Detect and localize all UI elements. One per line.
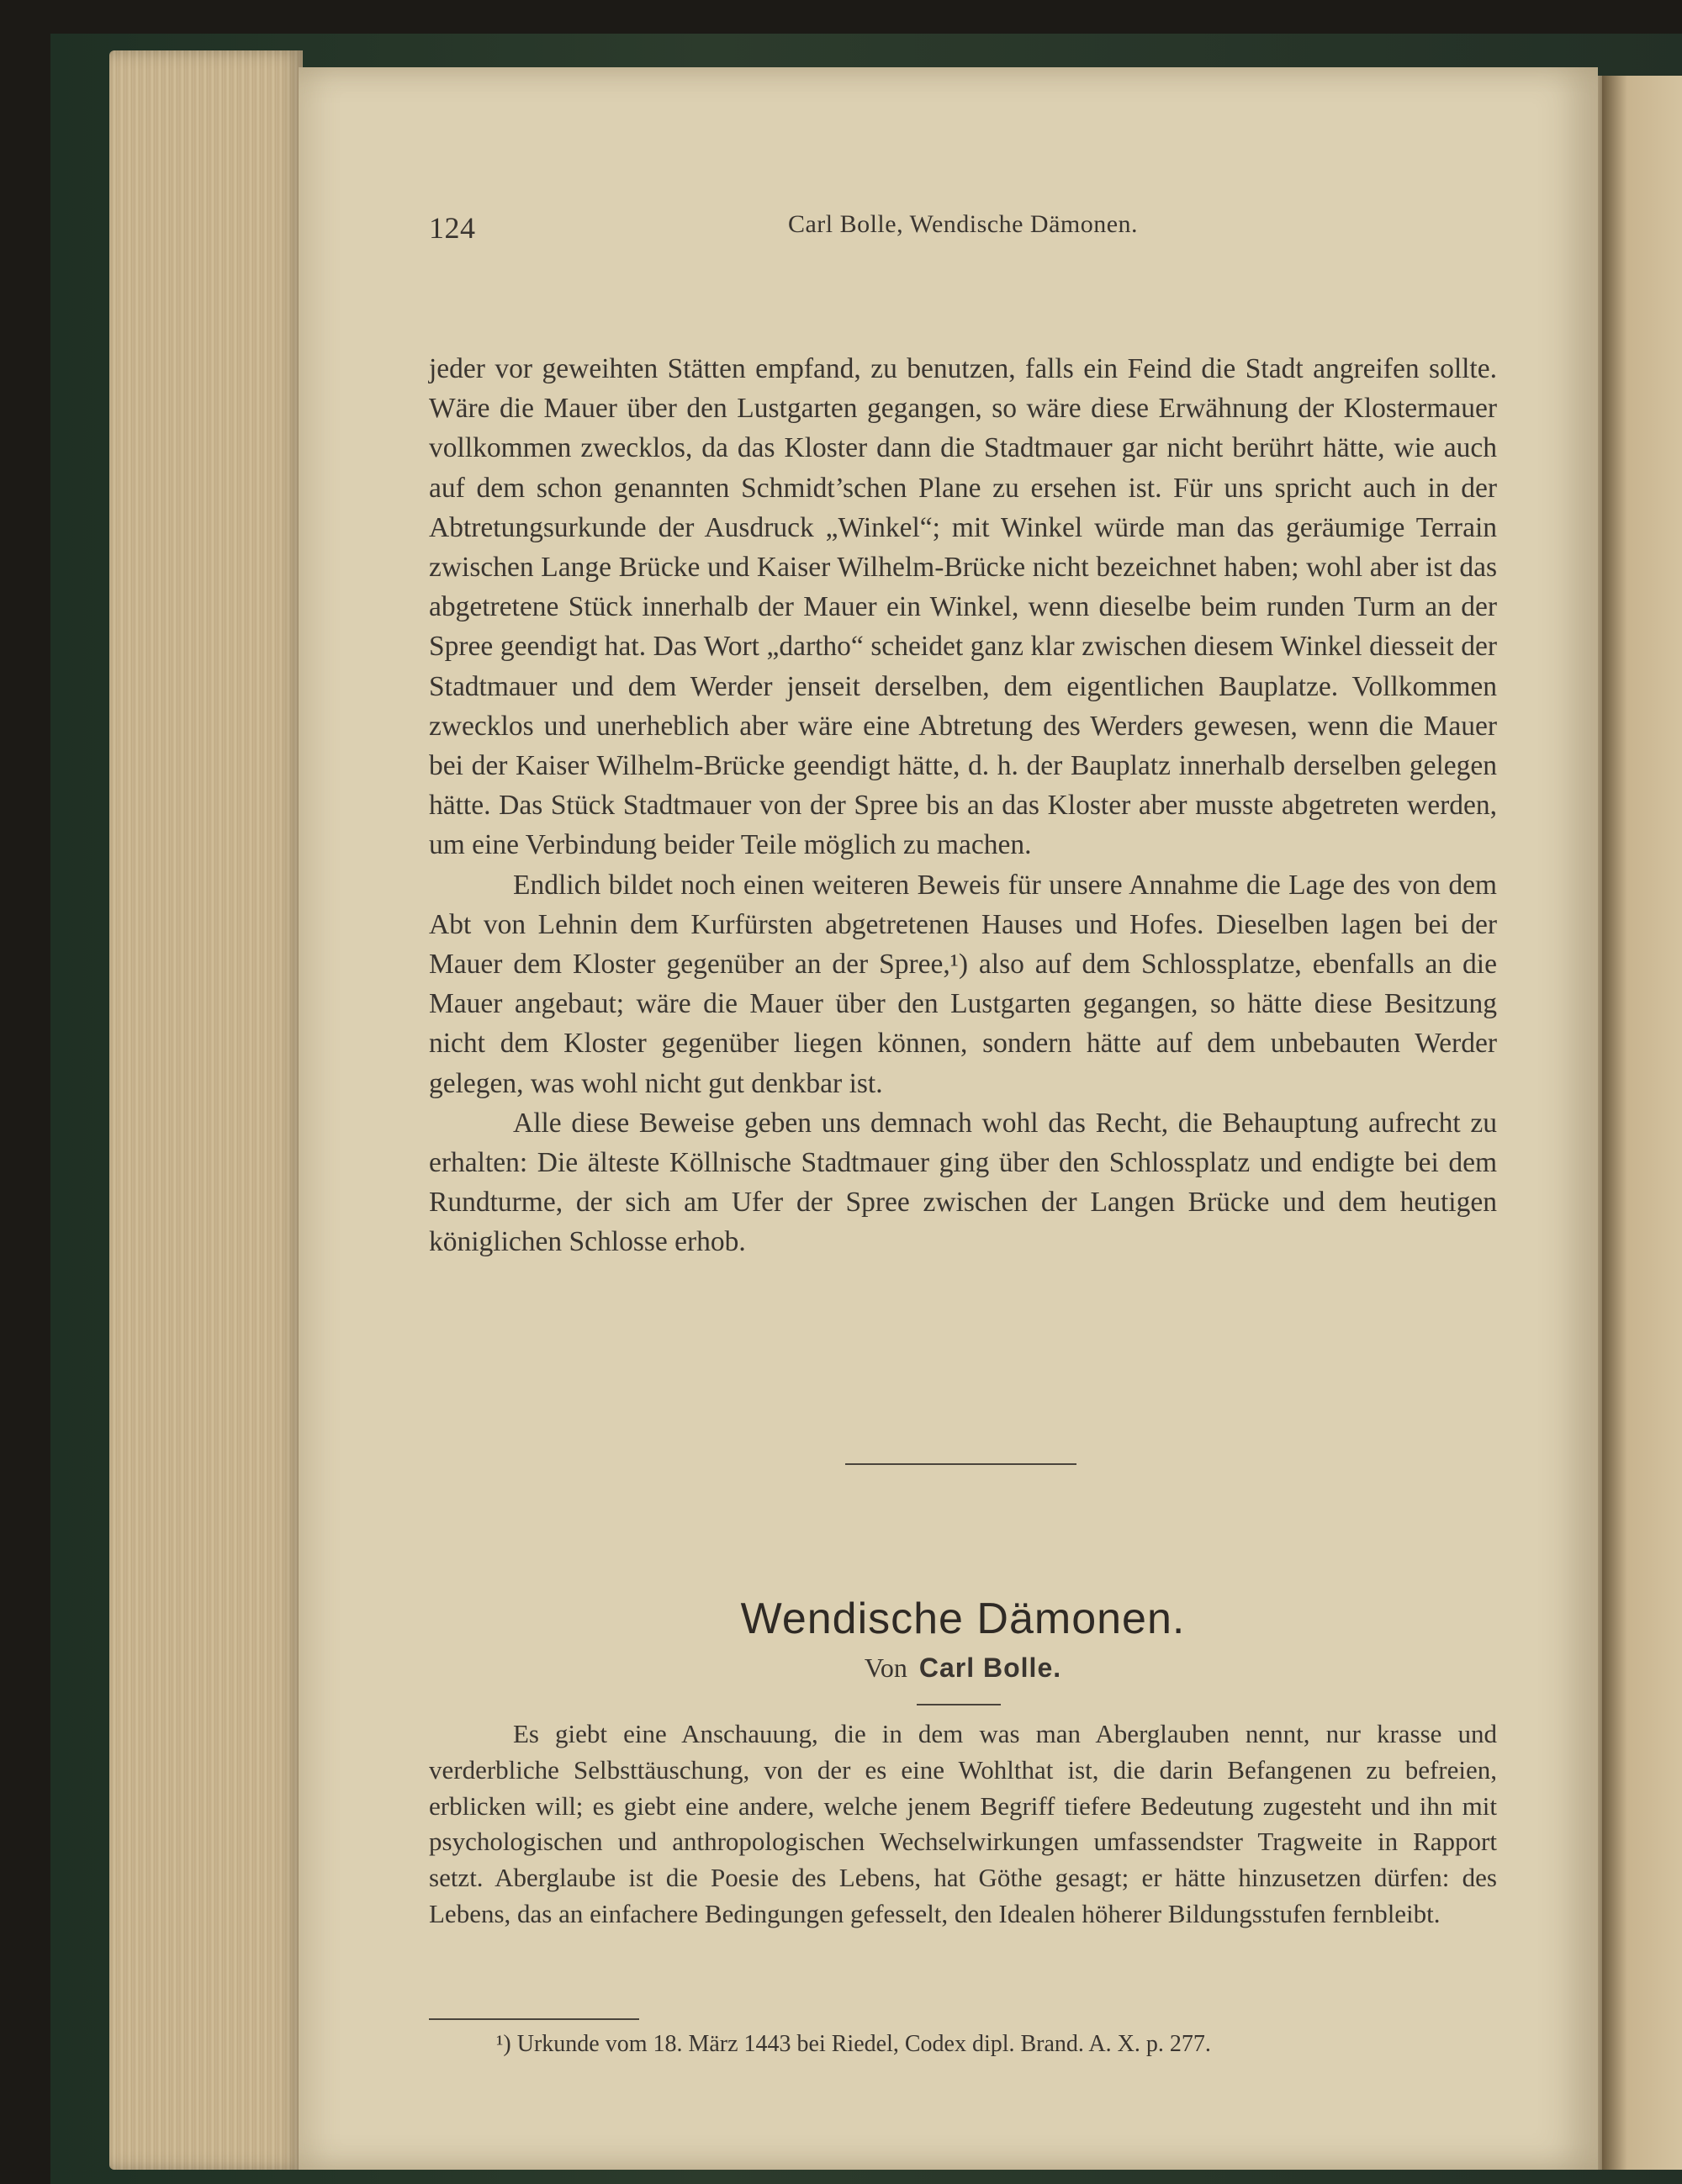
body-paragraph-2: Endlich bildet noch einen weiteren Beweis für unsere Annahme die Lage des von dem Abt von Lehnin dem Kurfürsten abgetretenen Hauses und Hofes. Dieselben lagen bei der Mauer dem Kloster gegenüber an der Spree,¹) also auf dem Schlossplatze, ebenfalls an die Mauer angebaut; wäre die Mauer über den Lustgarten gegangen, so hätte diese Besitzung nicht dem Kloster gegenüber liegen können, sondern hätte auf dem unbebauten Werder gelegen, was wohl nicht gut denkbar ist. — [429, 869, 1497, 1099]
byline — [429, 1653, 1497, 1684]
facing-page-edge — [1602, 76, 1682, 2170]
body-paragraph-3: Alle diese Beweise geben uns demnach wohl das Recht, die Behauptung aufrecht zu erhalten: Die älteste Köllnische Stadtmauer ging über den Schlossplatz und endigte bei dem Rundturme, der sich am Ufer der Spree zwischen der Langen Brücke und dem heutigen königlichen Schlosse erhob. — [429, 1107, 1497, 1258]
book-page — [299, 67, 1598, 2170]
section-divider — [845, 1463, 1076, 1465]
article-title: Wendische Dämonen. — [740, 1594, 1186, 1643]
body-text — [429, 349, 1497, 1262]
article-text — [429, 1716, 1497, 1933]
running-title: Carl Bolle, Wendische Dämonen. — [787, 210, 1139, 238]
article-paragraph: Es giebt eine Anschauung, die in dem was man Aberglauben nennt, nur krasse und verderbliche Selbsttäuschung, von der es eine Wohlthat ist, die darin Befangenen zu befreien, erblicken will; es giebt eine andere, welche jenem Begriff tiefere Bedeutung zugesteht und ihn mit psychologischen und anthropologischen Wechselwirkungen umfassendster Tragweite in Rapport setzt. Aberglaube ist die Poesie des Lebens, hat Göthe gesagt; er hätte hinzusetzen dürfen: des Lebens, das an einfachere Bedingungen gefesselt, den Idealen höherer Bildungsstufen fernbleibt. — [429, 1719, 1497, 1928]
body-paragraph-1: jeder vor geweihten Stätten empfand, zu benutzen, falls ein Feind die Stadt angreifen sollte. Wäre die Mauer über den Lustgarten gegangen, so wäre diese Erwähnung der Klostermauer vollkommen zwecklos, da das Kloster dann die Stadtmauer gar nicht berührt hätte, wie auch auf dem schon genannten Schmidt’schen Plane zu ersehen ist. Für uns spricht auch in der Abtretungsurkunde der Ausdruck „Winkel“; mit Winkel würde man das geräumige Terrain zwischen Lange Brücke und Kaiser Wilhelm-Brücke nicht bezeichnet haben; wohl aber ist das abgetretene Stück innerhalb der Mauer ein Winkel, wenn dieselbe beim runden Turm an der Spree geendigt hat. Das Wort „dartho“ scheidet ganz klar zwischen diesem Winkel diesseit der Stadtmauer und dem Werder jenseit derselben, dem eigentlichen Bauplatze. Vollkommen zwecklos und unerheblich aber wäre eine Abtretung des Werders gewesen, wenn die Mauer bei der Kaiser Wilhelm-Brücke geendigt hätte, d. h. der Bauplatz innerhalb derselben gelegen hätte. Das Stück Stadtmauer von der Spree bis an das Kloster aber musste abgetreten werden, um eine Verbindung beider Teile möglich zu machen. — [429, 353, 1497, 861]
footnote: ¹) Urkunde vom 18. März 1443 bei Riedel, Codex dipl. Brand. A. X. p. 277. — [496, 2031, 1211, 2057]
page-edges — [109, 50, 303, 2170]
footnote-rule — [429, 2018, 639, 2020]
page-number: 124 — [429, 211, 476, 245]
byline-prefix: Von — [864, 1653, 907, 1683]
title-underline — [917, 1704, 1001, 1705]
running-head — [429, 210, 1497, 261]
author-name: Carl Bolle. — [918, 1653, 1062, 1683]
